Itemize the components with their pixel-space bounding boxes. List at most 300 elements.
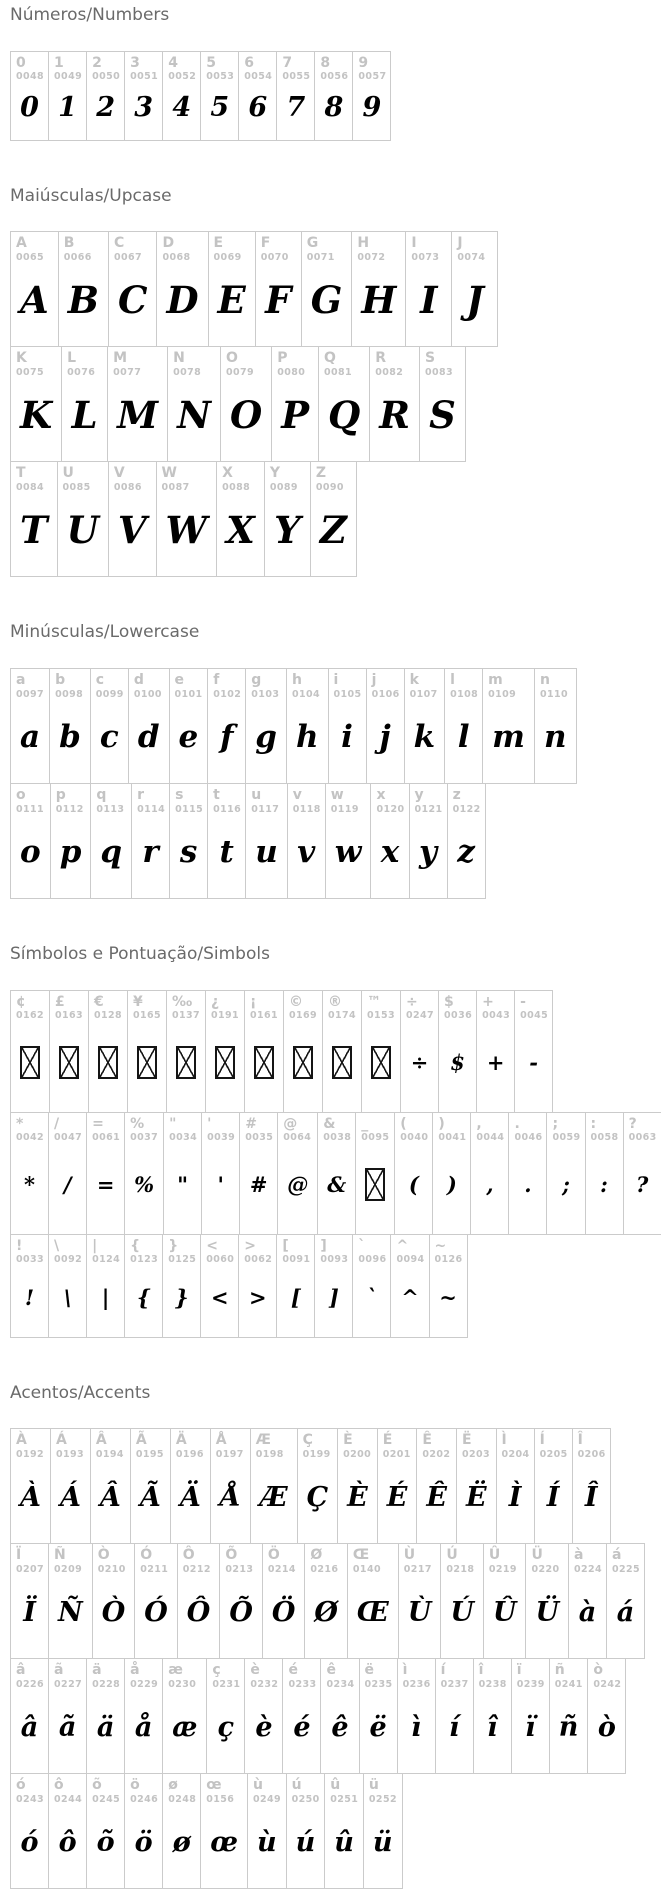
cell-char-label: À xyxy=(16,1432,27,1449)
glyph-cell-0104 xyxy=(286,668,329,784)
cell-unicode-value: 0095 xyxy=(361,1132,390,1144)
glyph-preview: Î xyxy=(584,1482,598,1514)
glyph-cell-0169 xyxy=(283,990,323,1113)
glyph-row xyxy=(10,990,553,1113)
cell-char-label: æ xyxy=(168,1662,183,1679)
glyph-cell-0111 xyxy=(10,783,51,899)
cell-char-label: ê xyxy=(326,1662,336,1679)
cell-char-label: - xyxy=(520,993,526,1010)
glyph-preview: , xyxy=(486,1172,494,1198)
glyph-cell-0251 xyxy=(324,1773,364,1889)
glyph-cell-0226 xyxy=(10,1658,49,1774)
cell-unicode-value: 0053 xyxy=(206,71,235,83)
cell-char-label: ^ xyxy=(396,1237,409,1254)
glyph-preview: v xyxy=(297,834,316,871)
char-table-symbols xyxy=(10,990,661,1338)
cell-char-label: Ø xyxy=(310,1547,323,1564)
glyph-cell-0089 xyxy=(264,461,311,577)
char-table-uppercase xyxy=(10,231,661,577)
glyph-preview: T xyxy=(20,508,48,553)
cell-unicode-value: 0228 xyxy=(92,1679,121,1691)
cell-unicode-value: 0083 xyxy=(425,367,454,379)
glyph-cell-0239 xyxy=(511,1658,550,1774)
glyph-preview: Ã xyxy=(139,1482,161,1514)
cell-char-label: œ xyxy=(206,1777,222,1794)
glyph-preview: è xyxy=(255,1712,273,1744)
glyph-cell-0125 xyxy=(162,1234,201,1338)
cell-unicode-value: 0112 xyxy=(55,803,84,815)
glyph-cell-0108 xyxy=(444,668,483,784)
glyph-cell-0228 xyxy=(86,1658,125,1774)
cell-char-label: m xyxy=(488,672,503,689)
glyph-preview: î xyxy=(487,1712,498,1744)
cell-unicode-value: 0194 xyxy=(95,1449,124,1461)
glyph-cell-0066 xyxy=(58,231,109,347)
glyph-cell-0045 xyxy=(514,990,553,1113)
glyph-cell-0085 xyxy=(57,461,109,577)
cell-char-label: ] xyxy=(320,1237,327,1254)
cell-char-label: a xyxy=(16,672,26,689)
glyph-preview: ö xyxy=(134,1827,153,1859)
cell-char-label: $ xyxy=(444,993,454,1010)
cell-char-label: Õ xyxy=(225,1547,238,1564)
cell-unicode-value: 0099 xyxy=(95,688,124,700)
glyph-preview: å xyxy=(134,1712,153,1744)
glyph-preview: < xyxy=(210,1284,229,1310)
cell-char-label: ¿ xyxy=(211,993,220,1010)
cell-char-label: s xyxy=(175,787,184,804)
glyph-preview: Ö xyxy=(271,1597,296,1629)
cell-unicode-value: 0081 xyxy=(324,367,353,379)
cell-char-label: ™ xyxy=(367,993,381,1010)
cell-char-label: V xyxy=(113,465,125,482)
glyph-preview: æ xyxy=(172,1712,198,1744)
cell-char-label: E xyxy=(213,235,224,252)
cell-char-label: T xyxy=(16,465,26,482)
glyph-preview: m xyxy=(492,719,525,756)
cell-unicode-value: 0212 xyxy=(182,1564,211,1576)
glyph-preview: ò xyxy=(597,1712,616,1744)
glyph-preview: Ñ xyxy=(58,1597,83,1629)
cell-char-label: * xyxy=(16,1115,24,1132)
cell-unicode-value: 0209 xyxy=(54,1564,83,1576)
glyph-cell-0068 xyxy=(156,231,208,347)
glyph-preview: é xyxy=(293,1712,311,1744)
glyph-preview: ï xyxy=(525,1712,536,1744)
glyph-preview: ù xyxy=(257,1827,277,1859)
glyph-cell-0053 xyxy=(200,51,239,141)
glyph-cell-0201 xyxy=(377,1428,418,1544)
cell-unicode-value: 0047 xyxy=(54,1132,83,1144)
glyph-cell-0247 xyxy=(400,990,439,1113)
cell-char-label: Œ xyxy=(352,1547,370,1564)
glyph-preview: 8 xyxy=(324,91,344,123)
cell-char-label: Î xyxy=(577,1432,583,1449)
cell-char-label: € xyxy=(94,993,104,1010)
cell-char-label: Ò xyxy=(97,1547,110,1564)
cell-unicode-value: 0227 xyxy=(54,1679,83,1691)
cell-unicode-value: 0114 xyxy=(137,803,166,815)
cell-unicode-value: 0105 xyxy=(333,688,362,700)
cell-char-label: G xyxy=(306,235,319,252)
cell-char-label: : xyxy=(590,1115,597,1132)
glyph-preview: À xyxy=(20,1482,41,1514)
cell-char-label: 0 xyxy=(16,54,26,71)
cell-unicode-value: 0096 xyxy=(358,1254,387,1266)
glyph-cell-0042 xyxy=(10,1112,49,1235)
cell-char-label: j xyxy=(371,672,377,689)
cell-unicode-value: 0089 xyxy=(269,482,298,494)
glyph-cell-0078 xyxy=(167,346,221,462)
glyph-missing xyxy=(284,1022,322,1112)
cell-unicode-value: 0055 xyxy=(282,71,311,83)
glyph-preview: W xyxy=(165,508,208,553)
glyph-preview: A xyxy=(20,278,49,323)
glyph-cell-0156 xyxy=(200,1773,248,1889)
cell-char-label: 1 xyxy=(54,54,64,71)
glyph-cell-0207 xyxy=(10,1543,49,1659)
cell-char-label: Ñ xyxy=(54,1547,66,1564)
glyph-cell-0211 xyxy=(134,1543,178,1659)
cell-char-label: { xyxy=(130,1237,141,1254)
cell-char-label: . xyxy=(514,1115,520,1132)
cell-unicode-value: 0117 xyxy=(251,803,280,815)
glyph-cell-0225 xyxy=(606,1543,645,1659)
cell-char-label: é xyxy=(288,1662,298,1679)
cell-char-label: z xyxy=(452,787,461,804)
cell-unicode-value: 0066 xyxy=(63,252,92,264)
glyph-row xyxy=(10,1773,403,1889)
glyph-cell-0140 xyxy=(347,1543,399,1659)
cell-char-label: # xyxy=(245,1115,257,1132)
glyph-preview: œ xyxy=(210,1827,238,1859)
glyph-cell-0099 xyxy=(90,668,129,784)
cell-char-label: [ xyxy=(282,1237,289,1254)
glyph-preview: à xyxy=(578,1597,597,1629)
cell-char-label: 3 xyxy=(130,54,140,71)
glyph-preview: = xyxy=(96,1172,115,1198)
glyph-preview: c xyxy=(99,719,119,756)
glyph-preview: - xyxy=(529,1050,539,1076)
cell-char-label: ç xyxy=(212,1662,221,1679)
glyph-preview: Ê xyxy=(426,1482,447,1514)
cell-unicode-value: 0080 xyxy=(277,367,306,379)
cell-char-label: ' xyxy=(207,1115,212,1132)
cell-char-label: Á xyxy=(55,1432,67,1449)
glyph-cell-0040 xyxy=(394,1112,433,1235)
cell-unicode-value: 0091 xyxy=(282,1254,311,1266)
missing-glyph-icon xyxy=(365,1168,385,1201)
glyph-cell-0199 xyxy=(297,1428,339,1544)
cell-unicode-value: 0062 xyxy=(244,1254,273,1266)
cell-unicode-value: 0156 xyxy=(206,1794,235,1806)
missing-glyph-icon xyxy=(137,1046,157,1079)
glyph-cell-0076 xyxy=(61,346,108,462)
cell-char-label: > xyxy=(244,1237,257,1254)
glyph-preview: Z xyxy=(319,508,347,553)
cell-unicode-value: 0122 xyxy=(452,803,481,815)
glyph-preview: ; xyxy=(562,1172,570,1198)
cell-unicode-value: 0110 xyxy=(539,688,569,700)
cell-unicode-value: 0116 xyxy=(213,803,242,815)
cell-char-label: Æ xyxy=(255,1432,271,1449)
glyph-cell-0252 xyxy=(363,1773,403,1889)
char-table-numbers xyxy=(10,51,661,141)
glyph-preview: Ï xyxy=(23,1597,36,1629)
cell-char-label: ó xyxy=(16,1777,26,1794)
glyph-preview: Ò xyxy=(101,1597,126,1629)
cell-char-label: ò xyxy=(593,1662,604,1679)
glyph-cell-0034 xyxy=(163,1112,202,1235)
cell-char-label: è xyxy=(250,1662,260,1679)
cell-char-label: Ç xyxy=(302,1432,313,1449)
cell-char-label: A xyxy=(16,235,27,252)
glyph-cell-0113 xyxy=(90,783,132,899)
cell-unicode-value: 0207 xyxy=(16,1564,45,1576)
glyph-cell-0250 xyxy=(286,1773,326,1889)
cell-unicode-value: 0056 xyxy=(320,71,349,83)
glyph-preview: ( xyxy=(408,1172,419,1198)
cell-char-label: £ xyxy=(55,993,65,1010)
glyph-cell-0070 xyxy=(255,231,302,347)
cell-char-label: Ï xyxy=(16,1547,22,1564)
cell-unicode-value: 0120 xyxy=(376,803,405,815)
section-uppercase xyxy=(10,187,661,578)
cell-char-label: 4 xyxy=(168,54,178,71)
cell-unicode-value: 0060 xyxy=(206,1254,235,1266)
glyph-cell-0094 xyxy=(390,1234,429,1338)
glyph-cell-0084 xyxy=(10,461,58,577)
glyph-preview: ç xyxy=(217,1712,235,1744)
glyph-cell-0128 xyxy=(88,990,128,1113)
glyph-row xyxy=(10,51,391,141)
cell-unicode-value: 0224 xyxy=(573,1564,603,1576)
glyph-preview: d xyxy=(137,719,160,756)
cell-char-label: á xyxy=(612,1547,622,1564)
cell-unicode-value: 0205 xyxy=(539,1449,568,1461)
cell-unicode-value: 0035 xyxy=(245,1132,274,1144)
glyph-missing xyxy=(50,1022,88,1112)
glyph-preview: u xyxy=(255,834,278,871)
glyph-preview: Û xyxy=(492,1597,517,1629)
glyph-cell-0036 xyxy=(438,990,477,1113)
cell-unicode-value: 0092 xyxy=(54,1254,83,1266)
glyph-preview: % xyxy=(134,1172,155,1198)
glyph-cell-0124 xyxy=(86,1234,125,1338)
cell-unicode-value: 0231 xyxy=(212,1679,241,1691)
glyph-preview: R xyxy=(379,393,411,438)
glyph-cell-0109 xyxy=(482,668,535,784)
glyph-cell-0073 xyxy=(405,231,452,347)
glyph-preview: l xyxy=(457,719,470,756)
glyph-cell-0122 xyxy=(447,783,486,899)
glyph-cell-0243 xyxy=(10,1773,49,1889)
glyph-row xyxy=(10,461,357,577)
glyph-preview: } xyxy=(174,1284,189,1310)
cell-char-label: h xyxy=(291,672,302,689)
cell-unicode-value: 0195 xyxy=(135,1449,164,1461)
glyph-cell-0074 xyxy=(451,231,498,347)
cell-unicode-value: 0061 xyxy=(92,1132,121,1144)
cell-unicode-value: 0044 xyxy=(476,1132,505,1144)
glyph-preview: ô xyxy=(58,1827,77,1859)
cell-char-label: Ó xyxy=(140,1547,153,1564)
glyph-cell-0041 xyxy=(432,1112,471,1235)
missing-glyph-icon xyxy=(254,1046,274,1079)
missing-glyph-icon xyxy=(215,1046,235,1079)
cell-unicode-value: 0040 xyxy=(400,1132,429,1144)
cell-char-label: l xyxy=(450,672,455,689)
cell-unicode-value: 0199 xyxy=(302,1449,331,1461)
glyph-cell-0210 xyxy=(92,1543,136,1659)
glyph-preview: | xyxy=(101,1284,110,1310)
glyph-preview: b xyxy=(59,719,81,756)
cell-char-label: à xyxy=(573,1547,584,1564)
glyph-preview: B xyxy=(67,278,99,323)
glyph-cell-0233 xyxy=(282,1658,321,1774)
glyph-preview: i xyxy=(341,719,353,756)
glyph-preview: ñ xyxy=(558,1712,579,1744)
cell-char-label: } xyxy=(168,1237,179,1254)
glyph-cell-0107 xyxy=(404,668,445,784)
glyph-row xyxy=(10,1428,611,1544)
glyph-cell-0067 xyxy=(108,231,157,347)
glyph-cell-0126 xyxy=(429,1234,468,1338)
glyph-cell-0033 xyxy=(10,1234,49,1338)
glyph-cell-0065 xyxy=(10,231,59,347)
glyph-cell-0080 xyxy=(271,346,319,462)
glyph-cell-0244 xyxy=(48,1773,87,1889)
glyph-cell-0046 xyxy=(508,1112,547,1235)
cell-unicode-value: 0203 xyxy=(461,1449,490,1461)
glyph-preview: P xyxy=(281,393,310,438)
cell-char-label: È xyxy=(343,1432,353,1449)
cell-unicode-value: 0244 xyxy=(54,1794,83,1806)
cell-char-label: | xyxy=(92,1237,98,1254)
glyph-preview: Ó xyxy=(144,1597,168,1629)
cell-char-label: ã xyxy=(54,1662,64,1679)
cell-unicode-value: 0198 xyxy=(255,1449,284,1461)
glyph-missing xyxy=(356,1144,394,1234)
glyph-preview: 2 xyxy=(96,91,116,123)
cell-char-label: 9 xyxy=(358,54,369,71)
glyph-preview: @ xyxy=(287,1172,309,1198)
glyph-cell-0063 xyxy=(623,1112,661,1235)
cell-unicode-value: 0084 xyxy=(16,482,45,494)
glyph-preview: Á xyxy=(59,1482,81,1514)
cell-unicode-value: 0087 xyxy=(161,482,190,494)
glyph-preview: * xyxy=(24,1172,36,1198)
cell-char-label: O xyxy=(225,350,238,367)
glyph-cell-0069 xyxy=(208,231,256,347)
glyph-cell-0217 xyxy=(398,1543,442,1659)
cell-char-label: P xyxy=(277,350,288,367)
cell-char-label: ö xyxy=(130,1777,140,1794)
cell-char-label: ¡ xyxy=(250,993,257,1010)
cell-unicode-value: 0033 xyxy=(16,1254,45,1266)
cell-char-label: Ì xyxy=(501,1432,507,1449)
glyph-cell-0161 xyxy=(244,990,284,1113)
glyph-preview: . xyxy=(524,1172,532,1198)
cell-char-label: 2 xyxy=(92,54,102,71)
cell-unicode-value: 0216 xyxy=(310,1564,339,1576)
glyph-preview: Â xyxy=(99,1482,121,1514)
glyph-preview: Ù xyxy=(407,1597,432,1629)
cell-unicode-value: 0097 xyxy=(16,688,45,700)
cell-unicode-value: 0111 xyxy=(16,803,45,815)
glyph-preview: I xyxy=(420,278,438,323)
glyph-cell-0110 xyxy=(534,668,577,784)
glyph-preview: X xyxy=(226,508,255,553)
cell-unicode-value: 0034 xyxy=(169,1132,198,1144)
cell-unicode-value: 0246 xyxy=(130,1794,159,1806)
glyph-cell-0039 xyxy=(201,1112,240,1235)
glyph-preview: Ä xyxy=(179,1482,201,1514)
cell-char-label: \ xyxy=(54,1237,60,1254)
cell-unicode-value: 0140 xyxy=(352,1564,381,1576)
cell-unicode-value: 0088 xyxy=(222,482,251,494)
glyph-cell-0105 xyxy=(328,668,367,784)
cell-unicode-value: 0098 xyxy=(55,688,84,700)
cell-char-label: " xyxy=(169,1115,177,1132)
cell-unicode-value: 0075 xyxy=(16,367,45,379)
cell-unicode-value: 0237 xyxy=(440,1679,469,1691)
glyph-preview: ê xyxy=(331,1712,349,1744)
cell-char-label: ¢ xyxy=(16,993,26,1010)
cell-unicode-value: 0042 xyxy=(16,1132,45,1144)
glyph-cell-0043 xyxy=(476,990,515,1113)
glyph-preview: K xyxy=(20,393,53,438)
glyph-preview: Æ xyxy=(259,1482,288,1514)
cell-char-label: ® xyxy=(328,993,342,1010)
cell-unicode-value: 0225 xyxy=(612,1564,641,1576)
glyph-cell-0038 xyxy=(317,1112,356,1235)
cell-unicode-value: 0048 xyxy=(16,71,45,83)
glyph-cell-0049 xyxy=(48,51,87,141)
glyph-preview: û xyxy=(334,1827,354,1859)
glyph-cell-0249 xyxy=(247,1773,287,1889)
cell-char-label: å xyxy=(130,1662,140,1679)
cell-unicode-value: 0045 xyxy=(520,1010,549,1022)
cell-unicode-value: 0101 xyxy=(174,688,203,700)
glyph-preview: ú xyxy=(295,1827,316,1859)
glyph-cell-0106 xyxy=(366,668,405,784)
cell-char-label: & xyxy=(323,1115,336,1132)
glyph-cell-0071 xyxy=(301,231,353,347)
glyph-cell-0238 xyxy=(473,1658,512,1774)
glyph-preview: Y xyxy=(274,508,301,553)
glyph-cell-0197 xyxy=(210,1428,251,1544)
glyph-cell-0227 xyxy=(48,1658,87,1774)
section-title-numbers: Números/Numbers xyxy=(10,5,170,25)
cell-char-label: C xyxy=(114,235,125,252)
cell-unicode-value: 0090 xyxy=(315,482,344,494)
cell-char-label: ä xyxy=(92,1662,102,1679)
glyph-preview: g xyxy=(255,719,277,756)
glyph-preview: z xyxy=(457,834,475,871)
glyph-cell-0058 xyxy=(585,1112,624,1235)
cell-unicode-value: 0233 xyxy=(288,1679,317,1691)
cell-unicode-value: 0249 xyxy=(253,1794,282,1806)
glyph-cell-0245 xyxy=(86,1773,125,1889)
glyph-preview: x xyxy=(380,834,400,871)
cell-unicode-value: 0202 xyxy=(422,1449,451,1461)
cell-unicode-value: 0054 xyxy=(244,71,273,83)
cell-unicode-value: 0057 xyxy=(358,71,387,83)
cell-char-label: Q xyxy=(324,350,336,367)
glyph-cell-0165 xyxy=(127,990,167,1113)
glyph-row xyxy=(10,1658,626,1774)
